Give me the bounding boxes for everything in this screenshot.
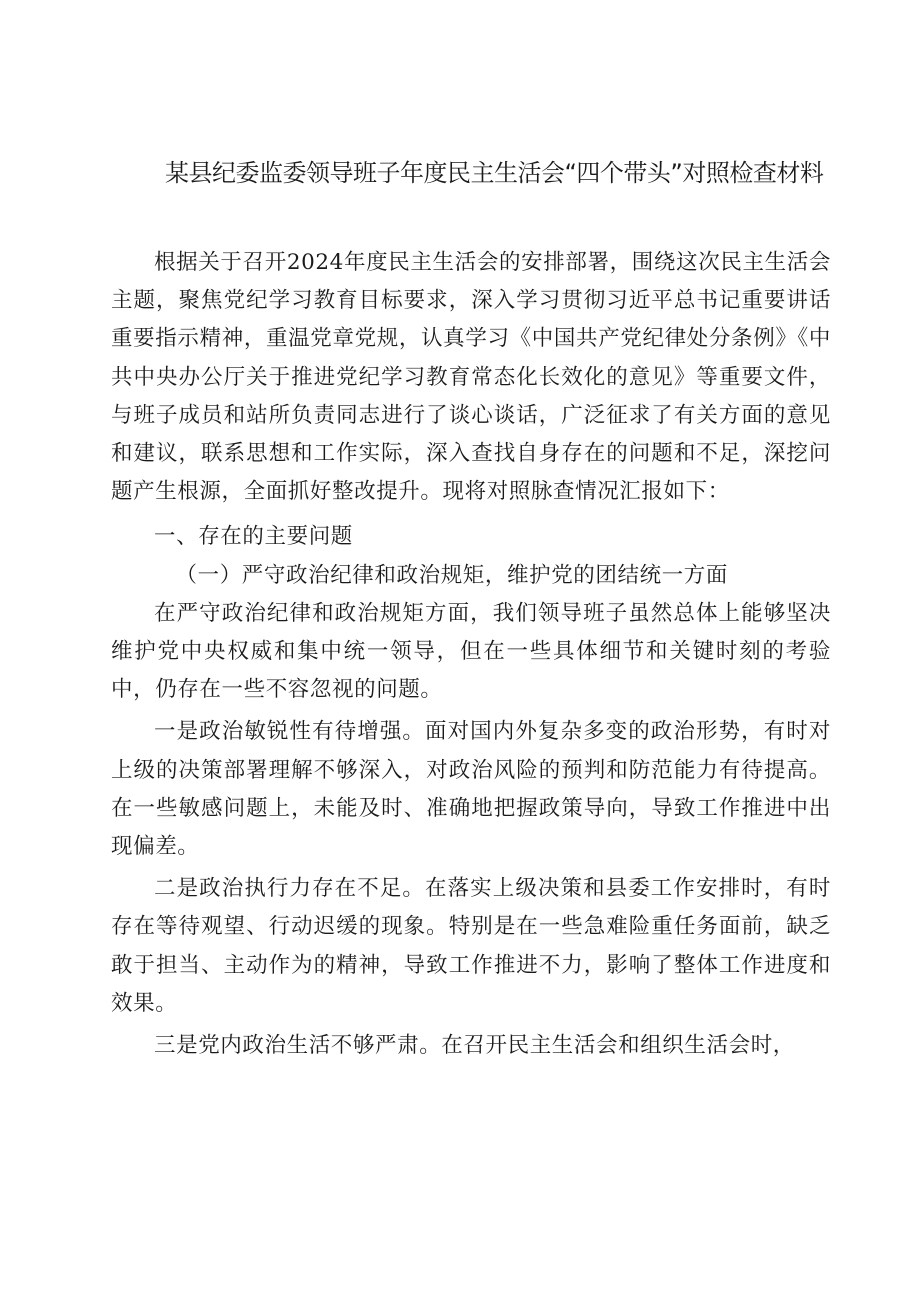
point-paragraph-3: 三是党内政治生活不够严肃。在召开民主生活会和组织生活会时， (154, 1033, 795, 1059)
subsection-intro-paragraph: 在严守政治纪律和政治规矩方面，我们领导班子虽然总体上能够坚决维护党中央权威和集中统一领导，但在一些具体细节和关键时刻的考验中，仍存在一些不容忽视的问题。 (111, 600, 831, 703)
subsection-heading: （一）严守政治纪律和政治规矩，维护党的团结统一方面 (175, 562, 729, 588)
section-heading: 一、存在的主要问题 (154, 524, 353, 550)
point-paragraph-2: 二是政治执行力存在不足。在落实上级决策和县委工作安排时，有时存在等待观望、行动迟缓的现象。特别是在一些急难险重任务面前，缺乏敢于担当、主动作为的精神，导致工作推进不力，影响了整体工作进度和效果。 (111, 876, 831, 1016)
document-body (111, 244, 831, 1065)
intro-paragraph: 根据关于召开2024年度民主生活会的安排部署，围绕这次民主生活会主题，聚焦党纪学习教育目标要求，深入学习贯彻习近平总书记重要讲话重要指示精神，重温党章党规，认真学习《中国共产党纪律处分条例》《中共中央办公厅关于推进党纪学习教育常态化长效化的意见》等重要文件，与班子成员和站所负责同志进行了谈心谈话，广泛征求了有关方面的意见和建议，联系思想和工作实际，深入查找自身存在的问题和不足，深挖问题产生根源，全面抓好整改提升。现将对照脉查情况汇报如下： (111, 250, 831, 505)
document-title: 某县纪委监委领导班子年度民主生活会“四个带头”对照检查材料 (165, 159, 824, 187)
point-paragraph-1: 一是政治敏锐性有待增强。面对国内外复杂多变的政治形势，有时对上级的决策部署理解不够深入，对政治风险的预判和防范能力有待提高。在一些敏感问题上，未能及时、准确地把握政策导向，导致工作推进中出现偏差。 (111, 719, 831, 860)
